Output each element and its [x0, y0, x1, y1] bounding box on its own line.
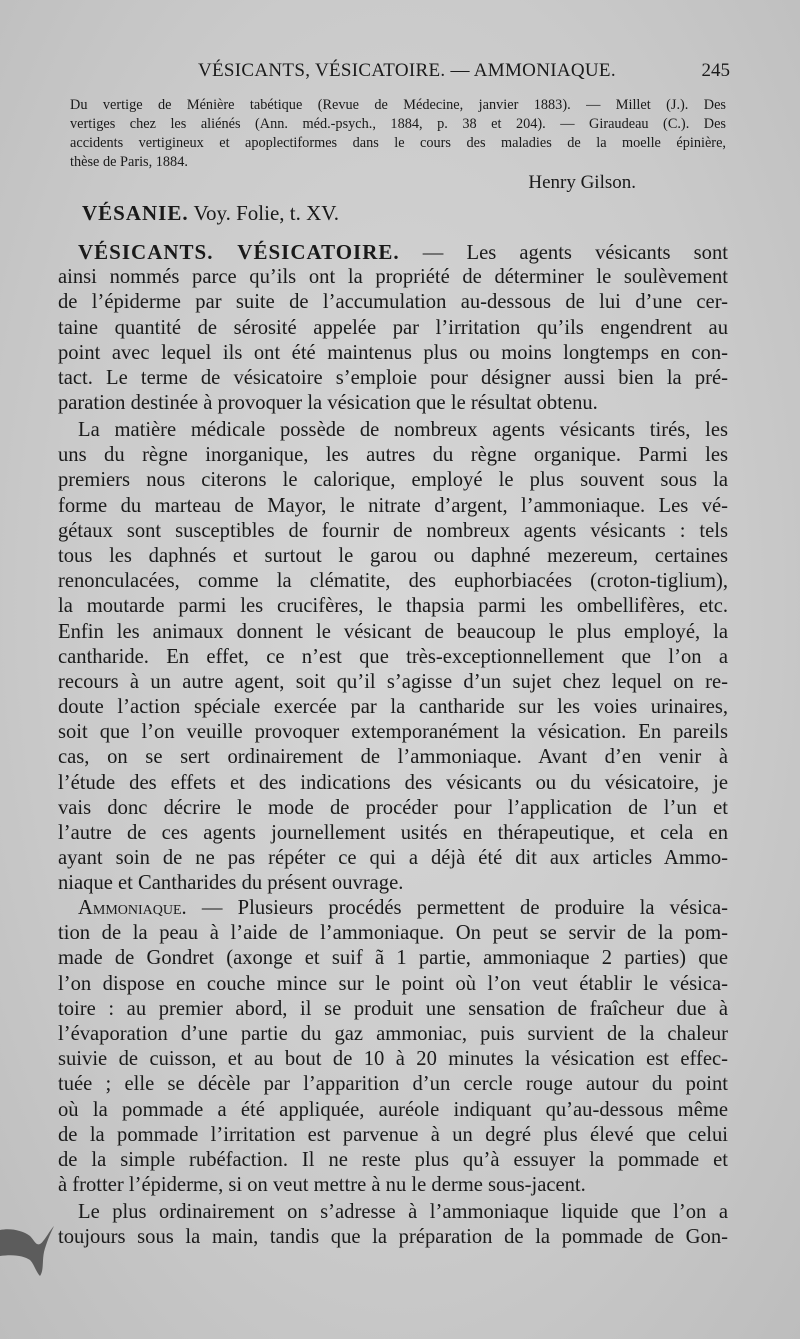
paragraph-line: soit que l’on veuille provoquer extemporanément la vésication. En pareils	[58, 721, 728, 744]
section-matiere-medicale	[58, 418, 728, 897]
paragraph-line: ainsi nommés parce qu’ils ont la propriété de déterminer le soulèvement	[58, 266, 728, 289]
paragraph-line: La matière médicale possède de nombreux agents vésicants tirés, les	[78, 419, 728, 441]
paragraph-line: forme du marteau de Mayor, le nitrate d’argent, l’ammoniaque. Les vé-	[58, 494, 728, 517]
section-ammoniaque	[58, 896, 728, 1198]
paragraph-line: l’étude des effets et des indications des vésicants ou du vésicatoire, je	[58, 771, 728, 794]
note-line: thèse de Paris, 1884.	[70, 154, 188, 170]
running-header	[58, 60, 730, 86]
note-line: accidents vertigineux et apoplectiformes dans le cours des maladies de la moelle épinière,	[70, 135, 726, 151]
paragraph-line: suivie de cuisson, et au bout de 10 à 20 minutes la vésication est effec-	[58, 1048, 728, 1071]
ink-blot-mark	[0, 1200, 56, 1280]
section-ammoniaque-liquide	[58, 1200, 728, 1250]
paragraph-line: premiers nous citerons le calorique, employé le plus souvent sous la	[58, 469, 728, 492]
cross-reference: Voy. Folie, t. XV.	[193, 201, 339, 225]
paragraph-line: l’évaporation d’une partie du gaz ammoniac, puis survient de la chaleur	[58, 1022, 728, 1045]
paragraph-line: cas, on se sert ordinairement de l’ammoniaque. Avant d’en venir à	[58, 746, 728, 769]
bibliography-notes	[70, 96, 726, 172]
paragraph-line: à frotter l’épiderme, si on veut mettre à nu le derme sous-jacent.	[58, 1174, 586, 1197]
paragraph-line: taine quantité de sérosité appelée par l’irritation qu’ils engendrent au	[58, 316, 728, 339]
paragraph-line: Enfin les animaux donnent le vésicant de beaucoup le plus employé, la	[58, 620, 728, 643]
paragraph-line: doute l’action spéciale exercée par la cantharide sur les voies urinaires,	[58, 696, 728, 719]
paragraph-line: toujours sous la main, tandis que la préparation de la pommade de Gon-	[58, 1226, 728, 1249]
paragraph-line: made de Gondret (axonge et suif ã 1 partie, ammoniaque 2 parties) que	[58, 947, 728, 970]
paragraph-line: tact. Le terme de vésicatoire s’emploie pour désigner aussi bien la pré-	[58, 366, 728, 389]
section-vesicants	[58, 240, 728, 416]
paragraph-line	[58, 896, 728, 921]
paragraph-line: vais donc décrire le mode de procéder pour l’application de l’un et	[58, 796, 728, 819]
paragraph-line: cantharide. En effet, ce n’est que très-exceptionnellement que l’on a	[58, 645, 728, 668]
paragraph-line: de l’épiderme par suite de l’accumulation au-dessous de lui d’une cer-	[58, 291, 728, 314]
line-text: — Plusieurs procédés permettent de produire la vésica-	[186, 897, 728, 919]
author-signature: Henry Gilson.	[528, 172, 636, 193]
paragraph-line: paration destinée à provoquer la vésication que le résultat obtenu.	[58, 392, 598, 415]
header-title: VÉSICANTS, VÉSICATOIRE. — AMMONIAQUE.	[198, 60, 616, 81]
paragraph-line: niaque et Cantharides du présent ouvrage.	[58, 872, 404, 895]
paragraph-line: tion de la peau à l’aide de l’ammoniaque. On peut se servir de la pom-	[58, 922, 728, 945]
paragraph-line: Le plus ordinairement on s’adresse à l’ammoniaque liquide que l’on a	[78, 1201, 728, 1223]
paragraph-line: tuée ; elle se décèle par l’apparition d’un cercle rouge autour du point	[58, 1073, 728, 1096]
paragraph-line: l’on dispose en couche mince sur le point où l’on veut établir le vésica-	[58, 972, 728, 995]
vesanie-entry	[82, 201, 339, 226]
paragraph-line: la moutarde parmi les crucifères, le thapsia parmi les ombellifères, etc.	[58, 595, 728, 618]
paragraph-line: renonculacées, comme la clématite, des euphorbiacées (croton-tiglium),	[58, 570, 728, 593]
paragraph-line: point avec lequel ils ont été maintenus plus ou moins longtemps en con-	[58, 341, 728, 364]
note-line: Du vertige de Ménière tabétique (Revue de Médecine, janvier 1883). — Millet (J.). Des	[70, 97, 726, 113]
paragraph-line: ayant soin de ne pas répéter ce qui a déjà été dit aux articles Ammo-	[58, 847, 728, 870]
paragraph-line: tous les daphnés et surtout le garou ou daphné mezereum, certaines	[58, 544, 728, 567]
paragraph-line: de la simple rubéfaction. Il ne reste plus qu’à essuyer la pommade et	[58, 1148, 728, 1171]
paragraph-line: uns du règne inorganique, les autres du règne organique. Parmi les	[58, 444, 728, 467]
paragraph-line: l’autre de ces agents journellement usités en thérapeutique, et cela en	[58, 822, 728, 844]
paragraph-line: où la pommade a été appliquée, auréole indiquant qu’au-dessous même	[58, 1098, 728, 1121]
entry-heading: Ammoniaque.	[78, 897, 187, 919]
paragraph-line	[58, 240, 728, 265]
paragraph-line: recours à un autre agent, soit qu’il s’agisse d’un sujet chez lequel on re-	[58, 670, 728, 693]
page-number: 245	[701, 60, 730, 81]
paragraph-line: toire : au premier abord, il se produit une sensation de fraîcheur due à	[58, 997, 728, 1020]
entry-heading: VÉSICANTS. VÉSICATOIRE.	[78, 240, 400, 264]
paragraph-line: gétaux sont susceptibles de fournir de nombreux agents vésicants : tels	[58, 519, 728, 542]
line-text: — Les agents vésicants sont	[399, 242, 728, 264]
note-line: vertiges chez les aliénés (Ann. méd.-psych., 1884, p. 38 et 204). — Giraudeau (C.). Des	[70, 116, 726, 132]
entry-heading: VÉSANIE.	[82, 201, 189, 225]
paragraph-line: de la pommade l’irritation est parvenue à un degré plus élevé que celui	[58, 1123, 728, 1146]
